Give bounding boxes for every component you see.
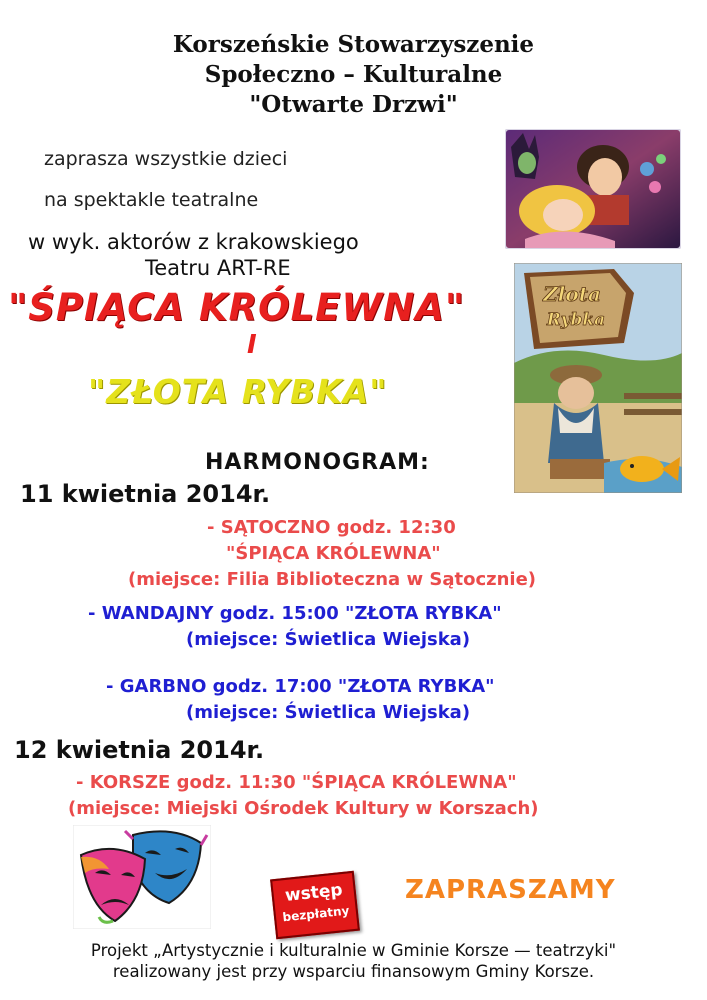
book-title-line-1: Złota	[543, 282, 601, 306]
schedule-date-1: 11 kwietnia 2014r.	[20, 480, 271, 508]
organization-name	[0, 30, 707, 120]
title-zlota-rybka: "ZŁOTA RYBKA"	[88, 372, 388, 411]
organization-line-3: "Otwarte Drzwi"	[249, 91, 458, 118]
invite-line-2: na spektakle teatralne	[44, 189, 259, 211]
closing-invitation: ZAPRASZAMY	[405, 875, 616, 905]
theatre-masks-icon	[73, 825, 211, 929]
event-line: (miejsce: Świetlica Wiejska)	[186, 702, 471, 723]
sleeping-beauty-illustration	[505, 129, 681, 249]
footer-line-2: realizowany jest przy wsparciu finansowym Gminy Korsze.	[112, 962, 595, 981]
stamp-line-2: bezpłatny	[281, 903, 350, 925]
event-line: - KORSZE godz. 11:30 "ŚPIĄCA KRÓLEWNA"	[76, 772, 517, 793]
free-entry-stamp	[265, 865, 367, 945]
event-line: (miejsce: Miejski Ośrodek Kultury w Korszach)	[68, 798, 539, 819]
title-spiaca-krolewna: "ŚPIĄCA KRÓLEWNA"	[8, 286, 466, 329]
schedule-heading: HARMONOGRAM:	[205, 450, 430, 475]
event-line: (miejsce: Świetlica Wiejska)	[186, 629, 471, 650]
schedule-event-korsze	[0, 770, 707, 822]
event-line: - SĄTOCZNO godz. 12:30	[207, 517, 456, 538]
footer-line-1: Projekt „Artystycznie i kulturalnie w Gminie Korsze — teatrzyki"	[90, 941, 617, 960]
event-line: - WANDAJNY godz. 15:00 "ZŁOTA RYBKA"	[88, 603, 502, 624]
actors-line-1: w wyk. aktorów z krakowskiego	[28, 230, 359, 254]
zlota-rybka-book-cover	[514, 263, 682, 493]
schedule-event-satoczno	[0, 515, 707, 593]
title-conjunction: I	[247, 330, 258, 360]
project-footer	[0, 940, 707, 982]
organization-line-2: Społeczno – Kulturalne	[204, 61, 503, 88]
event-line: - GARBNO godz. 17:00 "ZŁOTA RYBKA"	[106, 676, 495, 697]
book-title-line-2: Rybka	[546, 310, 606, 330]
stamp-line-1: wstęp	[284, 880, 344, 907]
actors-line-2: Teatru ART-RE	[145, 256, 291, 280]
event-line: (miejsce: Filia Biblioteczna w Sątocznie)	[128, 569, 537, 590]
organization-line-1: Korszeńskie Stowarzyszenie	[172, 31, 535, 58]
event-line: "ŚPIĄCA KRÓLEWNA"	[226, 543, 441, 564]
invite-line-1: zaprasza wszystkie dzieci	[44, 148, 288, 170]
schedule-event-garbno	[0, 674, 707, 726]
schedule-event-wandajny	[0, 601, 707, 653]
stamp-background	[270, 871, 360, 939]
schedule-date-2: 12 kwietnia 2014r.	[14, 736, 265, 764]
